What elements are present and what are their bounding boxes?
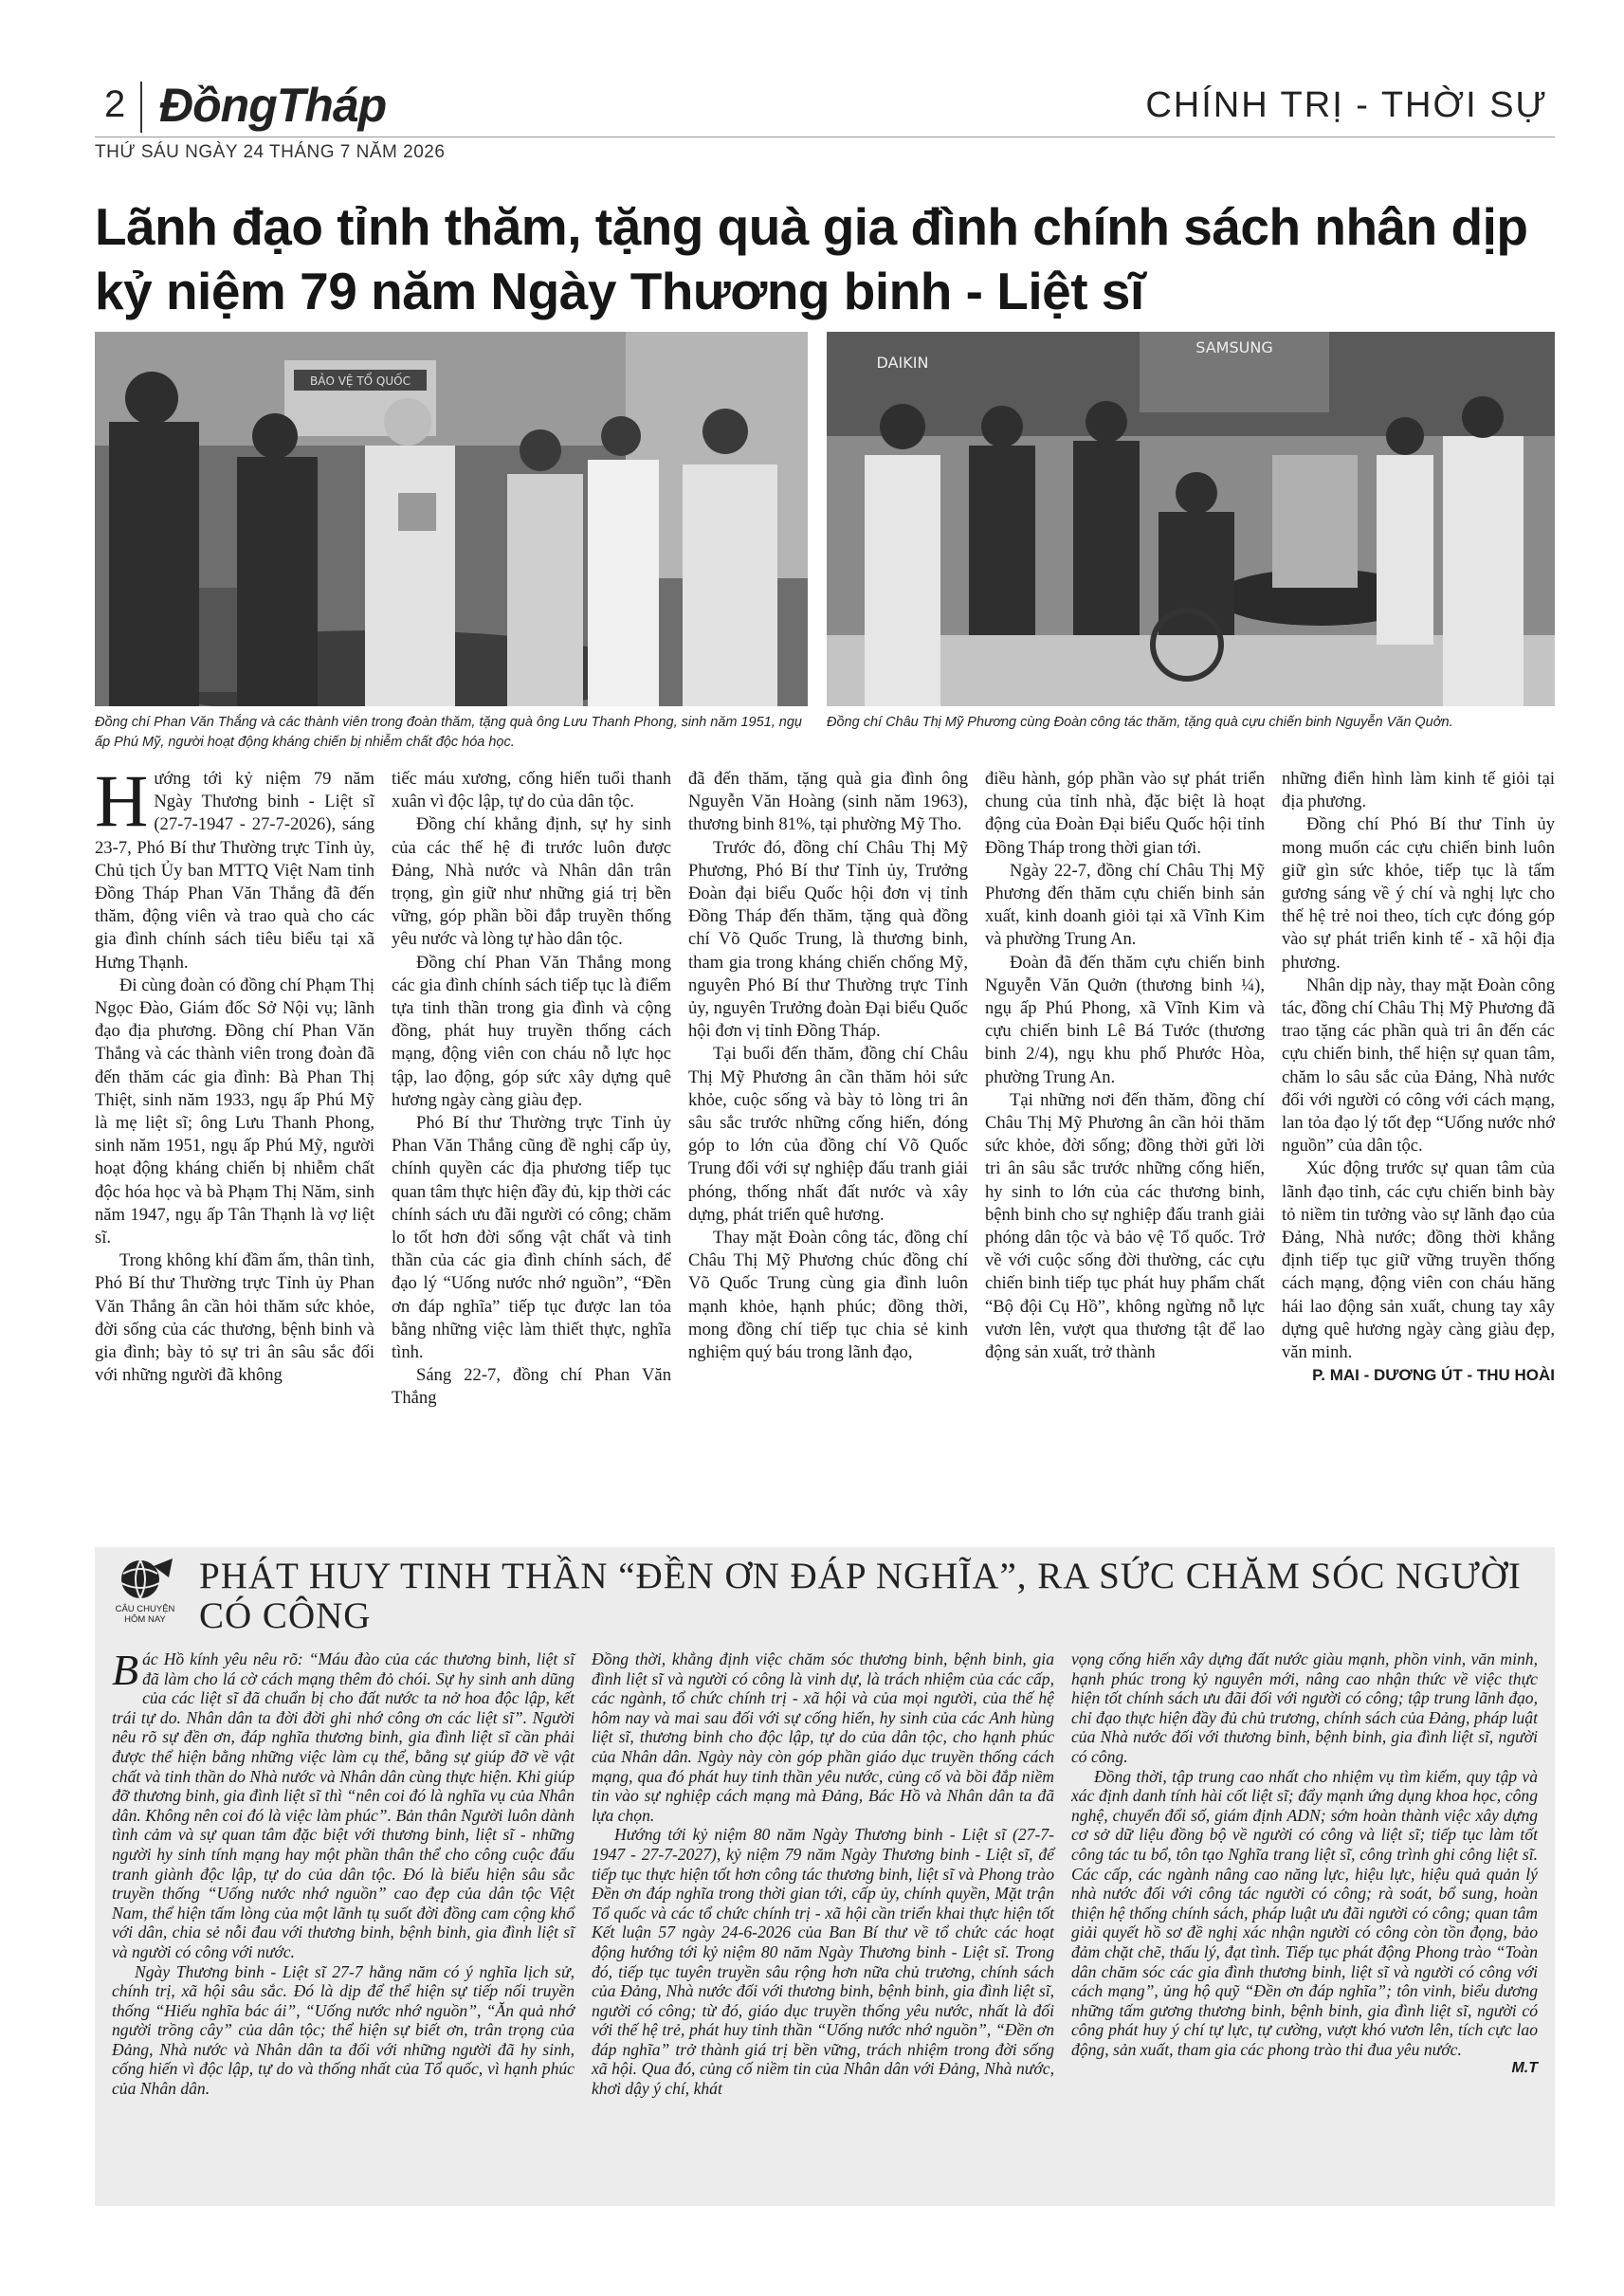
article-paragraph: Ngày 22-7, đồng chí Châu Thị Mỹ Phương đến thăm cựu chiến binh sản xuất, kinh doanh giỏi tại xã Vĩnh Kim và phường Trung An. <box>985 860 1265 950</box>
editorial-column-3 <box>1071 1649 1538 2079</box>
editorial-logo-label: CÂU CHUYỆN HÔM NAY <box>115 1604 175 1625</box>
article-paragraph: Tại buổi đến thăm, đồng chí Châu Thị Mỹ Phương ân cần thăm hỏi sức khỏe, cuộc sống và bày tỏ lòng tri ân sâu sắc trước những cống hiến, đóng góp to lớn của đồng chí Võ Quốc Trung đối với sự nghiệp đấu tranh giải phóng, thống nhất đất nước và xây dựng, phát triển quê hương. <box>688 1044 968 1225</box>
article-paragraph: Đồng chí Phó Bí thư Tỉnh ủy mong muốn các cựu chiến binh luôn giữ gìn sức khỏe, tiếp tục là tấm gương sáng về ý chí và nghị lực cho thế hệ trẻ noi theo, tích cực đóng góp vào sự phát triển kinh tế - xã hội địa phương. <box>1282 814 1555 973</box>
article-paragraph: Sáng 22-7, đồng chí Phan Văn Thắng <box>392 1365 671 1409</box>
issue-date: THỨ SÁU NGÀY 24 THÁNG 7 NĂM 2026 <box>95 142 446 162</box>
article-paragraph: Xúc động trước sự quan tâm của lãnh đạo tỉnh, các cựu chiến binh bày tỏ niềm tin tưởng vào sự lãnh đạo của Đảng, Nhà nước; đồng thời khẳng định tiếp tục giữ vững truyền thống cách mạng, động viên con cháu hăng hái lao động sản xuất, chung tay xây dựng quê hương ngày càng giàu đẹp, văn minh. <box>1282 1158 1555 1363</box>
article-paragraph: Nhân dịp này, thay mặt Đoàn công tác, đồng chí Châu Thị Mỹ Phương đã trao tặng các phần quà tri ân đến các cựu chiến binh, thể hiện sự quan tâm, chăm lo sâu sắc của Đảng, Nhà nước đối với người có công với cách mạng, lan tỏa đạo lý tốt đẹp “Uống nước nhớ nguồn” của dân tộc. <box>1282 975 1555 1157</box>
photo-2-sign-text: SAMSUNG <box>1195 338 1273 356</box>
photo-2-sign2-text: DAIKIN <box>876 354 929 372</box>
article-paragraph: Đồng chí Phan Văn Thắng mong các gia đình chính sách tiếp tục là điểm tựa tinh thần trong gia đình và cộng đồng, phát huy truyền thống cách mạng, động viên con cháu nỗ lực học tập, lao động, góp sức xây dựng quê hương ngày càng giàu đẹp. <box>392 952 671 1110</box>
editorial-title: PHÁT HUY TINH THẦN “ĐỀN ƠN ĐÁP NGHĨA”, RA SỨC CHĂM SÓC NGƯỜI CÓ CÔNG <box>199 1556 1522 1636</box>
editorial-paragraph: Bác Hồ kính yêu nêu rõ: “Máu đào của các thương binh, liệt sĩ đã làm cho lá cờ cách mạng thêm đỏ chói. Sự hy sinh anh dũng của các liệt sĩ đã chuẩn bị cho đất nước ta nở hoa độc lập, kết trái tự do. Nhân dân ta đời đời ghi nhớ công ơn các liệt sĩ”. Người nêu rõ sự đền ơn, đáp nghĩa thương binh, gia đình liệt sĩ cần phải được thể hiện bằng những việc làm cụ thể, bằng sự giúp đỡ về vật chất và tinh thần do Nhà nước và Nhân dân cùng thực hiện. Khi giúp đỡ thương binh, gia đình liệt sĩ thì “nên coi đó là nghĩa vụ của Nhân dân. Không nên coi đó là việc làm phúc”. Bản thân Người luôn dành tình cảm và sự quan tâm đặc biệt với thương binh, liệt sĩ - những người hy sinh tính mạng hay một phần thân thể cho công cuộc đấu tranh giành độc lập, tự do của dân tộc. Đó là biểu hiện sâu sắc truyền thống “Uống nước nhớ nguồn” cao đẹp của dân tộc Việt Nam, thể hiện tấm lòng của một lãnh tụ suốt đời đồng cam cộng khổ với dân, chia sẻ nỗi đau với thương binh, bệnh binh, gia đình liệt sĩ và người có công với nước. <box>112 1646 575 1961</box>
page-number: 2 <box>104 83 126 125</box>
globe-icon <box>112 1557 178 1604</box>
photo-2 <box>827 332 1555 706</box>
article-paragraph: những điển hình làm kinh tế giỏi tại địa phương. <box>1282 769 1555 812</box>
article-column-3 <box>688 768 968 1364</box>
photo-1-image <box>95 332 808 706</box>
section-title: CHÍNH TRỊ - THỜI SỰ <box>1145 85 1548 125</box>
article-dropcap: H <box>95 759 149 842</box>
article-paragraph: điều hành, góp phần vào sự phát triển chung của tỉnh nhà, đặc biệt là hoạt động của Đoàn Đại biểu Quốc hội tỉnh Đồng Tháp trong thời gian tới. <box>985 769 1265 858</box>
photo-1 <box>95 332 808 706</box>
article-paragraph: Đồng chí khẳng định, sự hy sinh của các thế hệ đi trước luôn được Đảng, Nhà nước và Nhân dân trân trọng, gìn giữ như những giá trị bền vững, góp phần bồi đắp truyền thống yêu nước và lòng tự hào dân tộc. <box>392 814 671 950</box>
editorial-dropcap: B <box>112 1646 139 1694</box>
photo-2-caption: Đồng chí Châu Thị Mỹ Phương cùng Đoàn công tác thăm, tặng quà cựu chiến binh Nguyễn Văn Quởn. <box>827 715 1453 730</box>
article-paragraph: Trước đó, đồng chí Châu Thị Mỹ Phương, Phó Bí thư Tỉnh ủy, Trưởng Đoàn đại biểu Quốc hội đơn vị tỉnh Đồng Tháp đến thăm, tặng quà đồng chí Võ Quốc Trung, là thương binh, tham gia trong kháng chiến chống Mỹ, nguyên Phó Bí thư Thường trực Tỉnh ủy, nguyên Trưởng đoàn Đại biểu Quốc hội đơn vị tỉnh Đồng Tháp. <box>688 837 969 1042</box>
article-column-1 <box>95 759 374 1387</box>
article-paragraph: Thay mặt Đoàn công tác, đồng chí Châu Thị Mỹ Phương chúc đồng chí Võ Quốc Trung cùng gia đình luôn mạnh khỏe, hạnh phúc; đồng thời, mong đồng chí tiếp tục chia sẻ kinh nghiệm quý báu trong lãnh đạo, <box>688 1228 968 1363</box>
article-column-5 <box>1282 768 1555 1387</box>
editorial-column-1 <box>112 1646 575 2099</box>
editorial-column-2 <box>592 1649 1054 2099</box>
editorial-signature: M.T <box>1511 2060 1538 2077</box>
article-paragraph: đã đến thăm, tặng quà gia đình ông Nguyễn Văn Hoàng (sinh năm 1963), thương binh 81%, tại phường Mỹ Tho. <box>688 769 968 835</box>
article-paragraph: tiếc máu xương, cống hiến tuổi thanh xuân vì độc lập, tự do của dân tộc. <box>392 769 671 812</box>
masthead-logo: ĐồngTháp <box>159 79 387 132</box>
editorial-paragraph: Ngày Thương binh - Liệt sĩ 27-7 hằng năm có ý nghĩa lịch sử, chính trị, xã hội sâu sắc. Đó là dịp để thể hiện sự tiếp nối truyền thống “Hiếu nghĩa bác ái”, “Uống nước nhớ nguồn”, “Ăn quả nhớ người trồng cây” của dân tộc; thể hiện sự biết ơn, trân trọng của Đảng, Nhà nước và Nhân dân ta đối với những người đã hy sinh, cống hiến vì độc lập, tự do và thống nhất của Tổ quốc, vì hạnh phúc của Nhân dân. <box>112 1961 575 2099</box>
article-column-2 <box>392 768 671 1411</box>
article-paragraph: Tại những nơi đến thăm, đồng chí Châu Thị Mỹ Phương ân cần hỏi thăm sức khỏe, đời sống; đồng thời gửi lời tri ân sâu sắc trước những cống hiến, hy sinh to lớn của các thương binh, bệnh binh cho sự nghiệp đấu tranh giải phóng dân tộc và bảo vệ Tổ quốc. Trở về với cuộc sống đời thường, các cựu chiến binh tiếp tục phát huy phẩm chất “Bộ đội Cụ Hồ”, không ngừng nỗ lực vươn lên, vượt qua thương tật để lao động sản xuất, trở thành <box>985 1089 1265 1363</box>
article-paragraph: Trong không khí đầm ấm, thân tình, Phó Bí thư Thường trực Tỉnh ủy Phan Văn Thắng ân cần hỏi thăm sức khỏe, đời sống của các thương, bệnh binh và gia đình; bày tỏ sự tri ân sâu sắc đối với những người đã không <box>95 1250 374 1386</box>
article-paragraph: Hướng tới kỷ niệm 79 năm Ngày Thương binh - Liệt sĩ (27-7-1947 - 27-7-2026), sáng 23-7, Phó Bí thư Thường trực Tỉnh ủy, Chủ tịch Ủy ban MTTQ Việt Nam tỉnh Đồng Tháp Phan Văn Thắng đã đến thăm, động viên và trao quà cho các gia đình chính sách tiêu biểu tại xã Hưng Thạnh. <box>95 759 374 973</box>
editorial-paragraph: vọng cống hiến xây dựng đất nước giàu mạnh, phồn vinh, văn minh, hạnh phúc trong kỷ nguyên mới, nâng cao nhận thức về việc thực hiện tốt chính sách ưu đãi đối với người có công; tập trung lãnh đạo, chỉ đạo thực hiện đầy đủ chủ trương, chính sách của Đảng, pháp luật của Nhà nước đối với thương binh, bệnh binh, gia đình liệt sĩ, người có công. <box>1071 1649 1538 1766</box>
article-column-4 <box>985 768 1265 1364</box>
photo-2-image <box>827 332 1555 706</box>
article-paragraph: Đoàn đã đến thăm cựu chiến binh Nguyễn Văn Quởn (thương binh ¼), ngụ ấp Phú Phong, xã Vĩnh Kim và cựu chiến binh Lê Bá Tước (thương binh 2/4), ngụ khu phố Phước Hòa, phường Trung An. <box>985 952 1265 1087</box>
editorial-paragraph: Đồng thời, khẳng định việc chăm sóc thương binh, bệnh binh, gia đình liệt sĩ và người có công là vinh dự, là trách nhiệm của các cấp, các ngành, tổ chức chính trị - xã hội và của mọi người, của thế hệ hôm nay và mai sau đối với sự cống hiến, hy sinh của các Anh hùng liệt sĩ, thương binh cho độc lập, tự do của dân tộc, cho hạnh phúc của Nhân dân. Ngày này còn góp phần giáo dục truyền thống cách mạng, qua đó phát huy tinh thần yêu nước, củng cố và bồi đắp niềm tin vào sự nghiệp cách mạng mà Đảng, Bác Hồ và Nhân dân ta đã lựa chọn. <box>592 1649 1054 1825</box>
article-byline: P. MAI - DƯƠNG ÚT - THU HOÀI <box>1312 1366 1555 1385</box>
article-paragraph: Phó Bí thư Thường trực Tỉnh ủy Phan Văn Thắng cũng đề nghị cấp ủy, chính quyền các địa phương tiếp tục quan tâm thực hiện đầy đủ, kịp thời các chính sách ưu đãi người có công; chăm lo tốt hơn đời sống vật chất và tinh thần của các gia đình chính sách, để đạo lý “Uống nước nhớ nguồn”, “Đền ơn đáp nghĩa” tiếp tục được lan tỏa bằng những việc làm thiết thực, nghĩa tình. <box>392 1113 671 1363</box>
photo-1-caption: Đồng chí Phan Văn Thắng và các thành viên trong đoàn thăm, tặng quà ông Lưu Thanh Phong, sinh năm 1951, ngụ ấp Phú Mỹ, người hoạt động kháng chiến bị nhiễm chất độc hóa học. <box>95 715 802 750</box>
article-headline: Lãnh đạo tỉnh thăm, tặng quà gia đình chính sách nhân dịp kỷ niệm 79 năm Ngày Thương binh - Liệt sĩ <box>95 197 1528 320</box>
header-separator <box>140 82 142 133</box>
photo-1-banner-text: BẢO VỆ TỔ QUỐC <box>310 374 411 388</box>
editorial-paragraph: Đồng thời, tập trung cao nhất cho nhiệm vụ tìm kiếm, quy tập và xác định danh tính hài cốt liệt sĩ; đẩy mạnh ứng dụng khoa học, công nghệ, chuyển đổi số, giám định ADN; sớm hoàn thành việc xây dựng cơ sở dữ liệu đồng bộ về người có công và liệt sĩ; tiếp tục làm tốt công tác tu bổ, tôn tạo Nghĩa trang liệt sĩ, công trình ghi công liệt sĩ. Các cấp, các ngành nâng cao năng lực, hiệu lực, hiệu quả quản lý nhà nước đối với công tác người có công; rà soát, bổ sung, hoàn thiện hệ thống chính sách, pháp luật ưu đãi người có công; quan tâm giải quyết hồ sơ đề nghị xác nhận người có công còn tồn đọng, bảo đảm chặt chẽ, thấu lý, đạt tình. Tiếp tục phát động Phong trào “Toàn dân chăm sóc các gia đình thương binh, liệt sĩ và người có công với cách mạng”, ủng hộ quỹ “Đền ơn đáp nghĩa”; tôn vinh, biểu dương những tấm gương thương binh, bệnh binh, gia đình liệt sĩ, người có công phát huy ý chí tự lực, tự cường, vượt khó vươn lên, tích cực lao động, sản xuất, tham gia các phong trào thi đua yêu nước. <box>1071 1766 1538 2059</box>
article-paragraph: Đi cùng đoàn có đồng chí Phạm Thị Ngọc Đào, Giám đốc Sở Nội vụ; lãnh đạo địa phương. Đồng chí Phan Văn Thắng và các thành viên trong đoàn đã đến thăm các gia đình: Bà Phan Thị Thiệt, sinh năm 1933, ngụ ấp Phú Mỹ là mẹ liệt sĩ; ông Lưu Thanh Phong, sinh năm 1951, ngụ ấp Phú Mỹ, người hoạt động kháng chiến bị nhiễm chất độc hóa học và bà Phạm Thị Năm, sinh năm 1947, ngụ ấp Tân Thạnh là vợ liệt sĩ. <box>95 975 374 1248</box>
editorial-paragraph: Hướng tới kỷ niệm 80 năm Ngày Thương binh - Liệt sĩ (27-7-1947 - 27-7-2027), kỷ niệm 79 năm Ngày Thương binh - Liệt sĩ, để tiếp tục thực hiện tốt hơn công tác thương binh, liệt sĩ và Phong trào Đền ơn đáp nghĩa trong thời gian tới, cấp ủy, chính quyền, Mặt trận Tổ quốc và các tổ chức chính trị - xã hội cần triển khai thực hiện tốt Kết luận 57 ngày 24-6-2026 của Ban Bí thư về tổ chức các hoạt động hướng tới kỷ niệm 80 năm Ngày Thương binh - Liệt sĩ. Trong đó, tiếp tục tuyên truyền sâu rộng hơn nữa chủ trương, chính sách của Đảng, Nhà nước đối với thương binh, bệnh binh, gia đình liệt sĩ, người có công; từ đó, giáo dục truyền thống yêu nước, nhất là đối với thế hệ trẻ, phát huy tinh thần “Uống nước nhớ nguồn”, “Đền ơn đáp nghĩa” trở thành giá trị bền vững, trách nhiệm trong đời sống xã hội. Qua đó, củng cố niềm tin của Nhân dân với Đảng, Nhà nước, khơi dậy ý chí, khát <box>592 1825 1054 2099</box>
